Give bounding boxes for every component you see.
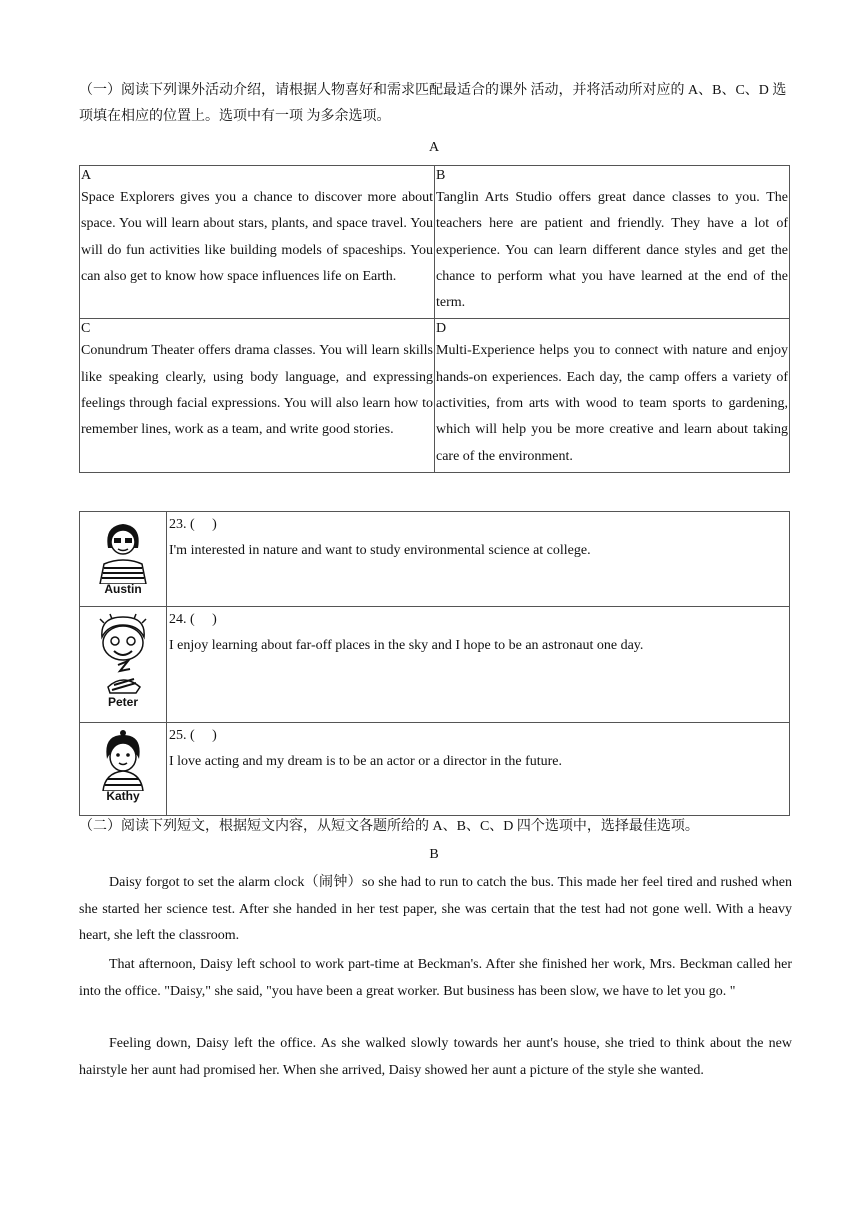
people-table xyxy=(79,511,790,816)
option-d-cell xyxy=(435,319,790,472)
kathy-name: Kathy xyxy=(106,789,140,803)
option-d-text: Multi-Experience helps you to connect with nature and enjoy hands-on experiences. Each day, the camp offers a variety of activities, from arts with wood to team sports to gardening, which will help you be more creative and learn about taking care of the environment. xyxy=(436,343,788,464)
peter-name: Peter xyxy=(107,695,139,709)
question-23-text: I'm interested in nature and want to study environmental science at college. xyxy=(169,543,591,558)
question-25-number[interactable]: 25. ( ) xyxy=(169,728,217,743)
question-25-cell xyxy=(167,723,790,816)
passage-b-letter: B xyxy=(429,847,439,862)
option-c-text: Conundrum Theater offers drama classes. You will learn skills like speaking clearly, using body language, and expressing feelings through facial expressions. You will also learn how to remember lines, work as a team, and write good stories. xyxy=(81,343,433,438)
passage-paragraph-3: Feeling down, Daisy left the office. As she walked slowly towards her aunt's house, she tried to think about the new hairstyle her aunt had promised her. When she arrived, Daisy showed her aunt a picture of the style she wanted. xyxy=(79,1036,792,1078)
question-24-number[interactable]: 24. ( ) xyxy=(169,612,217,627)
option-c-cell xyxy=(80,319,435,472)
option-a-label: A xyxy=(81,168,92,183)
passage-paragraph-1: Daisy forgot to set the alarm clock（闹钟）so she had to run to catch the bus. This made her feel tired and rushed when she started her science test. After she handed in her test paper, she was certain that the test had not gone well. With a heavy heart, she left the classroom. xyxy=(79,875,792,944)
question-25-text: I love acting and my dream is to be an actor or a director in the future. xyxy=(169,754,563,769)
section2-instruction: （二）阅读下列短文，根据短文内容，从短文各题所给的 A、B、C、D 四个选项中，选择最佳选项。 xyxy=(79,819,699,834)
option-b-label: B xyxy=(436,168,446,183)
austin-picture-cell xyxy=(80,512,167,607)
question-24-text: I enjoy learning about far-off places in the sky and I hope to be an astronaut one day. xyxy=(169,638,644,653)
activities-table xyxy=(79,165,790,473)
option-a-text: Space Explorers gives you a chance to discover more about space. You will learn about stars, plants, and space travel. You will do fun activities like building models of spaceships. You can also get to know how space influences life on Earth. xyxy=(81,190,433,284)
option-b-cell xyxy=(435,166,790,319)
kathy-avatar-icon xyxy=(95,729,151,791)
peter-picture-cell xyxy=(80,607,167,723)
option-d-label: D xyxy=(436,321,447,337)
passage-a-letter: A xyxy=(428,140,440,155)
austin-avatar-icon xyxy=(94,518,152,584)
kathy-picture-cell xyxy=(80,723,167,816)
section1-instruction: （一）阅读下列课外活动介绍，请根据人物喜好和需求匹配最适合的课外 活动，并将活动所对应的 A、B、C、D 选项填在相应的位置上。选项中有一项 为多余选项。 xyxy=(79,83,787,124)
option-c-label: C xyxy=(81,321,91,337)
passage-paragraph-2: That afternoon, Daisy left school to work part-time at Beckman's. After she finished her work, Mrs. Beckman called her into the office. "Daisy," she said, "you have been a great worker. But business has been slow, we have to let you go. " xyxy=(79,957,792,999)
peter-avatar-icon xyxy=(92,613,154,697)
austin-name: Austin xyxy=(104,582,142,596)
question-23-cell xyxy=(167,512,790,607)
question-23-number[interactable]: 23. ( ) xyxy=(169,517,217,532)
option-b-text: Tanglin Arts Studio offers great dance classes to you. The teachers here are patient and friendly. They have a lot of experience. You can learn different dance styles and get the chance to perform what you have learned at the end of the term. xyxy=(436,190,788,311)
question-24-cell xyxy=(167,607,790,723)
option-a-cell xyxy=(80,166,435,319)
